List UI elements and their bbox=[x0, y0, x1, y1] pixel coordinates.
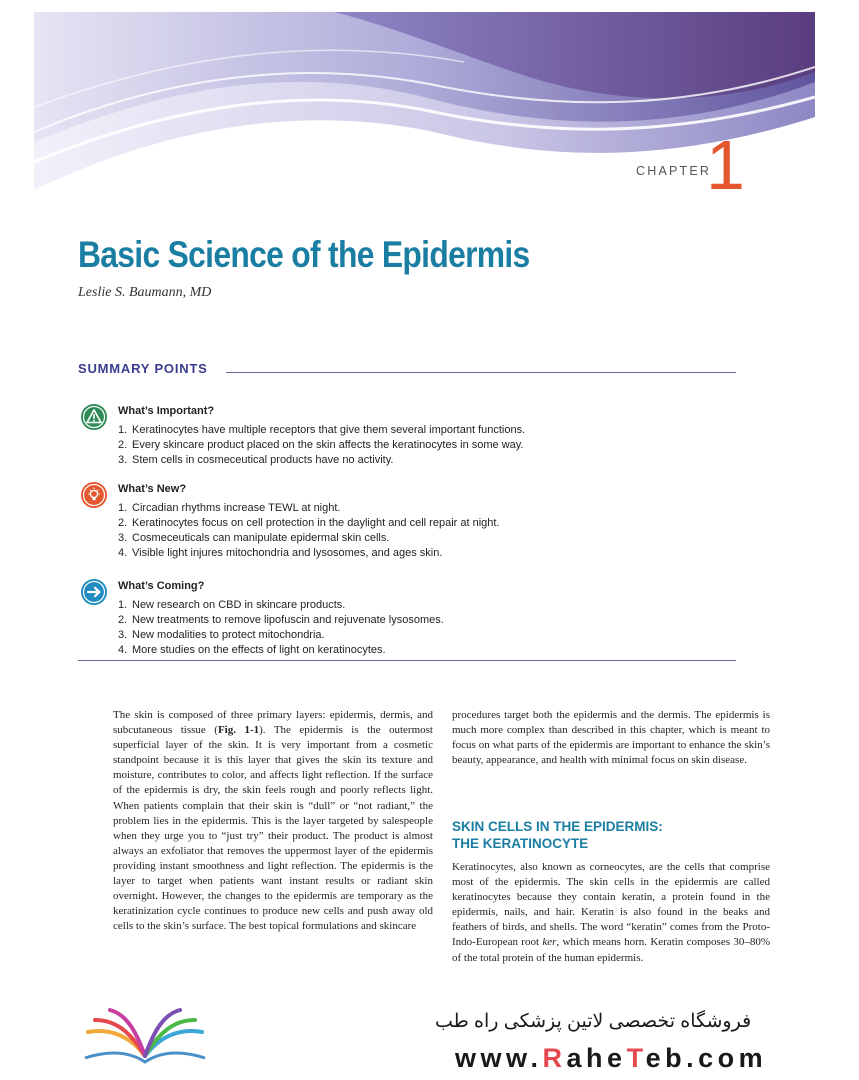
list-item: 1. Circadian rhythms increase TEWL at night. bbox=[118, 502, 341, 514]
body-column-left: The skin is composed of three primary layers: epidermis, dermis, and subcutaneous tissue (Fig. 1-1). The epidermis is the outermost superficial layer of the skin. It is very important from a cosmetic standpoint because it is this layer that gives the skin its texture and moisture, contributes to color, and affects light reflection. If the surface of the epidermis is dry, the skin feels rough and poorly reflects light. When patients complain that their skin is “dull” or “not radiant,” the problem lies in the epidermis. This is the layer targeted by salespeople when they urge you to “just try” their product. The product is almost always an exfoliator that removes the uppermost layer of the epidermis providing instant smoothness and light reflection. The epidermis is the layer to target when patients want instant results or radiant skin overnight. However, the changes to the epidermis are temporary as the keratinization cycle continues to produce new cells and push away old cells to the skin’s surface. The best topical formulations and skincare bbox=[113, 709, 433, 933]
summary-group-title: What’s Important? bbox=[118, 405, 215, 417]
chapter-number: 1 bbox=[706, 126, 745, 204]
summary-list bbox=[118, 423, 525, 468]
list-item: 2. New treatments to remove lipofuscin and rejuvenate lysosomes. bbox=[118, 614, 444, 626]
body-column-right-bottom: Keratinocytes, also known as corneocytes, are the cells that comprise most of the epidermis. The skin cells in the epidermis are called keratinocytes because they contain keratin, a protein found in the epidermis, nails, and hair. Keratin is also found in the beaks and feathers of birds, and shells. The word “keratin” comes from the Proto-Indo-European root ker, which means horn. Keratin composes 30–80% of the total protein of the human epidermis. bbox=[452, 861, 770, 964]
summary-rule bbox=[226, 372, 736, 373]
summary-group-title: What’s New? bbox=[118, 483, 187, 495]
chapter-label: CHAPTER bbox=[636, 164, 712, 178]
list-item: 3. New modalities to protect mitochondria. bbox=[118, 629, 325, 641]
list-item: 1. New research on CBD in skincare products. bbox=[118, 599, 346, 611]
section-heading: SKIN CELLS IN THE EPIDERMIS: THE KERATINOCYTE bbox=[452, 819, 663, 851]
list-item: 2. Every skincare product placed on the skin affects the keratinocytes in some way. bbox=[118, 439, 524, 451]
list-item: 3. Cosmeceuticals can manipulate epidermal skin cells. bbox=[118, 532, 390, 544]
footer-url: www.RaheTeb.com bbox=[455, 1043, 768, 1073]
list-item: 4. More studies on the effects of light on keratinocytes. bbox=[118, 644, 386, 656]
summary-list bbox=[118, 501, 500, 561]
summary-group-title: What’s Coming? bbox=[118, 580, 205, 592]
summary-list bbox=[118, 598, 444, 658]
summary-bottom-rule bbox=[78, 660, 736, 661]
list-item: 1. Keratinocytes have multiple receptors that give them several important functions. bbox=[118, 424, 526, 436]
warning-icon bbox=[80, 403, 108, 431]
list-item: 3. Stem cells in cosmeceutical products have no activity. bbox=[118, 454, 394, 466]
figure-reference: Fig. 1-1 bbox=[217, 724, 260, 737]
book-logo-icon bbox=[80, 1006, 210, 1066]
summary-heading: SUMMARY POINTS bbox=[78, 361, 208, 376]
body-column-right-top: procedures target both the epidermis and the dermis. The epidermis is much more complex than described in this chapter, which is meant to focus on what parts of the epidermis are important to enhance the skin’s beauty, appearance, and health with minimal focus on skin disease. bbox=[452, 709, 770, 767]
chapter-title: Basic Science of the Epidermis bbox=[78, 234, 530, 275]
list-item: 2. Keratinocytes focus on cell protection in the daylight and cell repair at night. bbox=[118, 517, 500, 529]
arrow-right-icon bbox=[80, 578, 108, 606]
list-item: 4. Visible light injures mitochondria and lysosomes, and ages skin. bbox=[118, 547, 443, 559]
footer-shop-name: فروشگاه تخصصی لاتین پزشکی راه طب bbox=[435, 1011, 752, 1032]
lightbulb-icon bbox=[80, 481, 108, 509]
chapter-author: Leslie S. Baumann, MD bbox=[78, 285, 212, 300]
